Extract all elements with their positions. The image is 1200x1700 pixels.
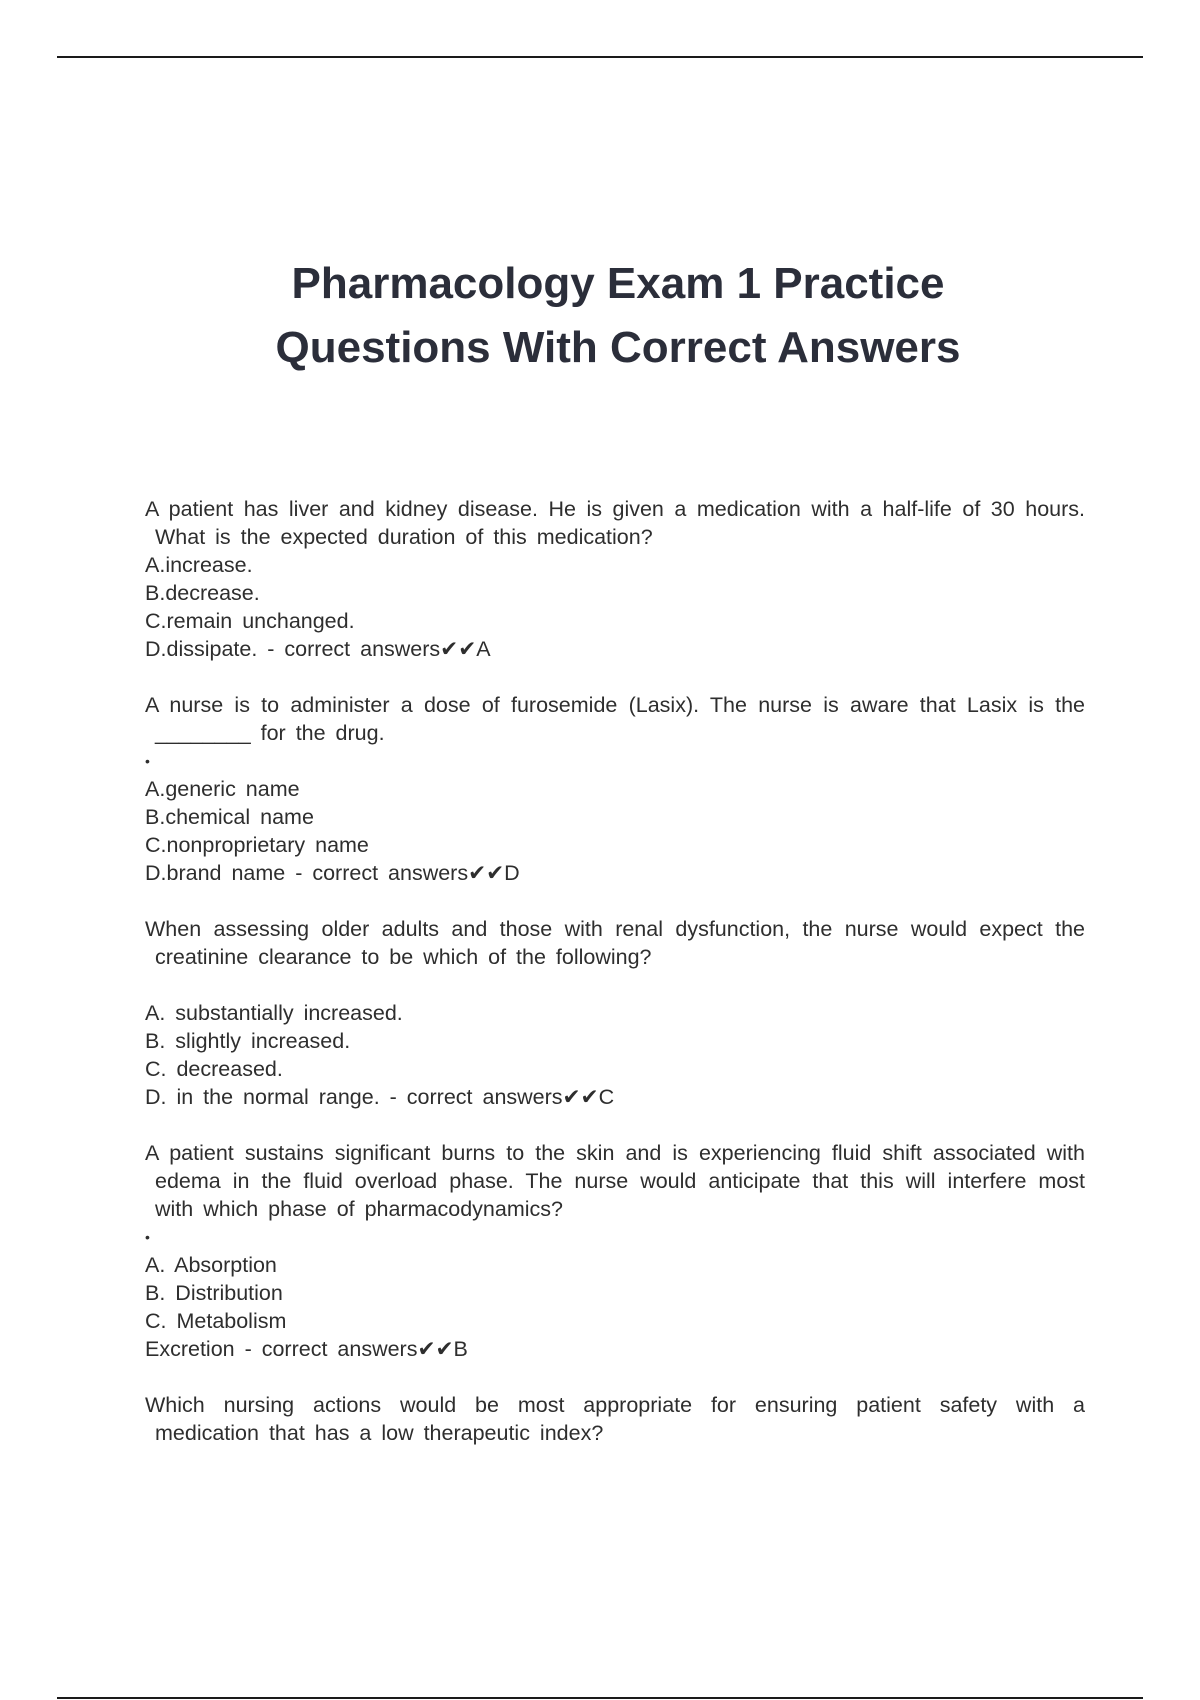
header-rule	[57, 56, 1143, 58]
bullet-marker: •	[145, 753, 150, 769]
option-d-answer: D. in the normal range. - correct answers✔✔C	[145, 1085, 615, 1109]
question-block-2	[145, 691, 1085, 887]
question-block-3	[145, 915, 1085, 1111]
question-block-5	[145, 1391, 1085, 1447]
title-line-1: Pharmacology Exam 1 Practice	[291, 259, 945, 308]
question-block-1	[145, 495, 1085, 663]
document-title	[0, 252, 1200, 380]
option-c: C. decreased.	[145, 1057, 283, 1081]
question-text: A patient sustains significant burns to the skin and is experiencing fluid shift associated with edema in the fluid overload phase. The nurse would anticipate that this will interfere most with which phase of pharmacodynamics?	[145, 1141, 1085, 1221]
title-line-2: Questions With Correct Answers	[275, 323, 961, 372]
bullet-marker: •	[145, 1229, 150, 1245]
option-b: B. slightly increased.	[145, 1029, 351, 1053]
option-b: B.decrease.	[145, 581, 260, 605]
option-b: B.chemical name	[145, 805, 314, 829]
blank-line	[145, 971, 1085, 999]
option-d-answer: Excretion - correct answers✔✔B	[145, 1337, 468, 1361]
option-d-answer: D.brand name - correct answers✔✔D	[145, 861, 520, 885]
option-c: C. Metabolism	[145, 1309, 287, 1333]
option-a: A. substantially increased.	[145, 1001, 403, 1025]
option-a: A. Absorption	[145, 1253, 277, 1277]
option-c: C.remain unchanged.	[145, 609, 355, 633]
question-text: Which nursing actions would be most appropriate for ensuring patient safety with a medication that has a low therapeutic index?	[145, 1393, 1085, 1445]
option-a: A.increase.	[145, 553, 253, 577]
option-d-answer: D.dissipate. - correct answers✔✔A	[145, 637, 491, 661]
question-text: When assessing older adults and those with renal dysfunction, the nurse would expect the creatinine clearance to be which of the following?	[145, 917, 1085, 969]
question-list	[145, 495, 1085, 1475]
option-a: A.generic name	[145, 777, 300, 801]
option-b: B. Distribution	[145, 1281, 283, 1305]
question-text: A nurse is to administer a dose of furosemide (Lasix). The nurse is aware that Lasix is the ________ for the drug.	[145, 693, 1085, 745]
option-c: C.nonproprietary name	[145, 833, 369, 857]
question-block-4	[145, 1139, 1085, 1363]
question-text: A patient has liver and kidney disease. He is given a medication with a half-life of 30 hours. What is the expected duration of this medication?	[145, 497, 1085, 549]
footer-rule	[57, 1697, 1143, 1699]
